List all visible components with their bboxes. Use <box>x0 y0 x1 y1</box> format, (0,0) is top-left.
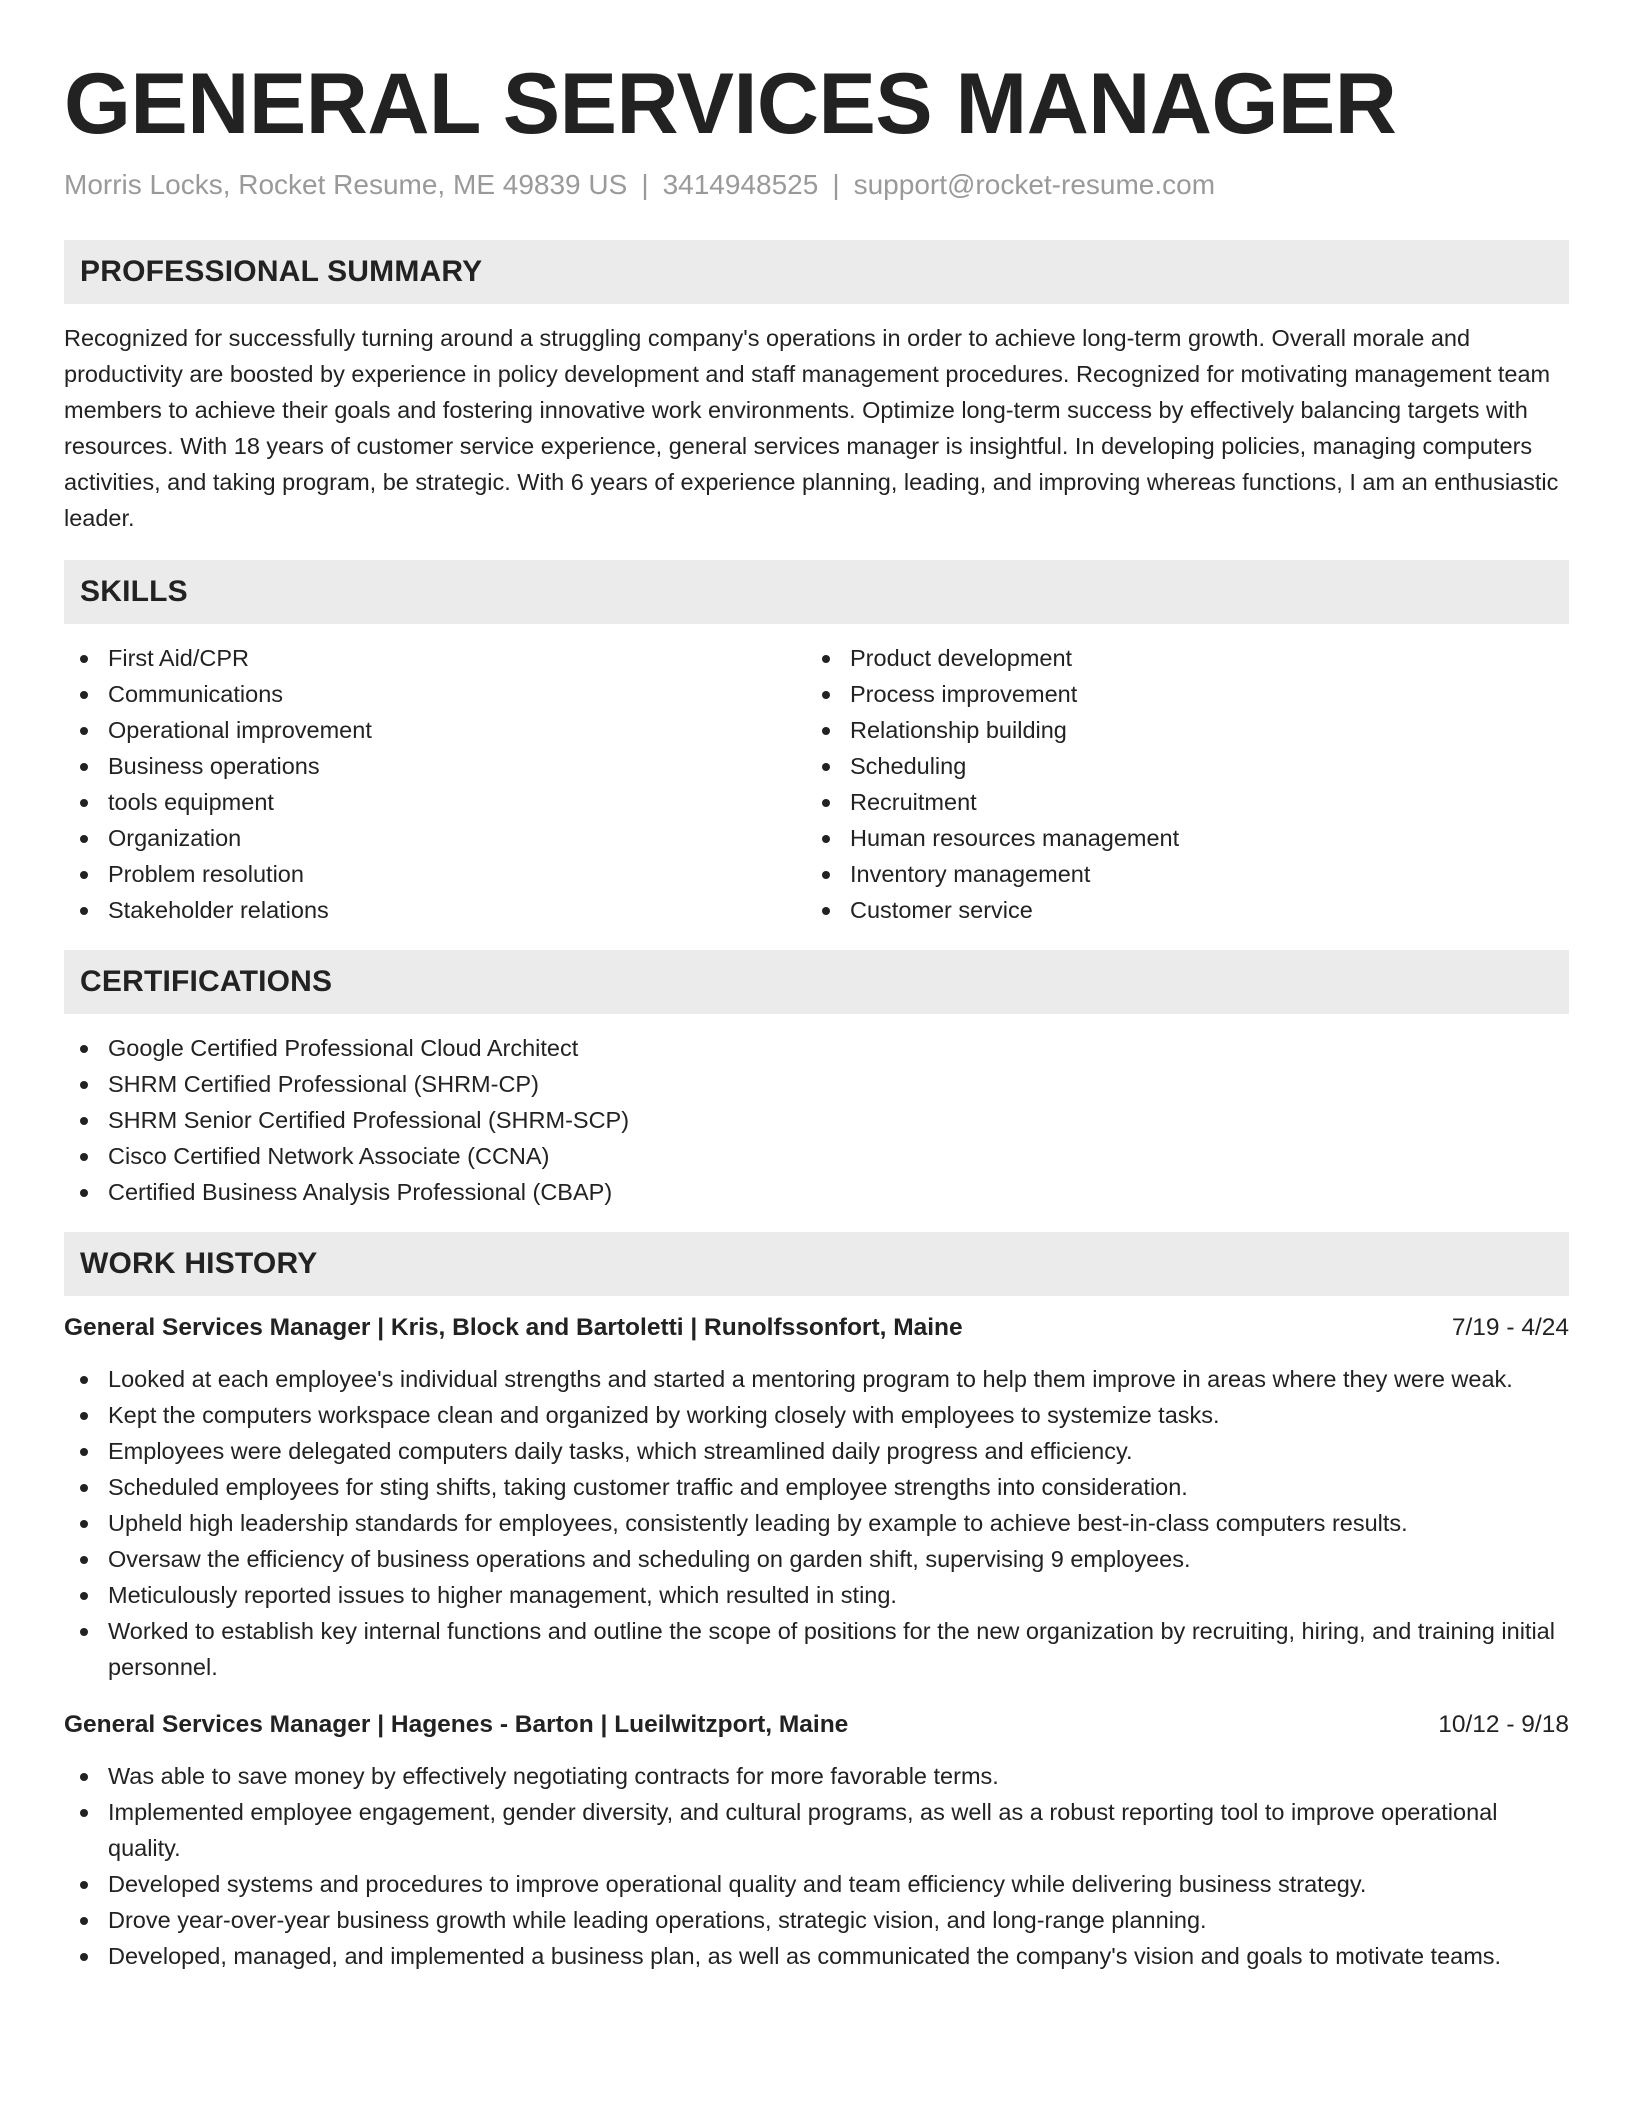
list-item: Employees were delegated computers daily tasks, which streamlined daily progress and efficiency. <box>64 1433 1569 1469</box>
job-dates: 7/19 - 4/24 <box>1451 1314 1569 1341</box>
job-dates: 10/12 - 9/18 <box>1438 1711 1569 1738</box>
list-item: Worked to establish key internal functions and outline the scope of positions for the new organization by recruiting, hiring, and training initial personnel. <box>64 1613 1569 1685</box>
job-title: General Services Manager | Kris, Block and Bartoletti | Runolfssonfort, Maine <box>64 1314 963 1341</box>
list-item: Google Certified Professional Cloud Architect <box>64 1030 1569 1066</box>
resume-page <box>64 58 1569 1974</box>
list-item: Cisco Certified Network Associate (CCNA) <box>64 1138 1569 1174</box>
list-item: Human resources management <box>806 820 1548 856</box>
list-item: Developed, managed, and implemented a business plan, as well as communicated the company's vision and goals to motivate teams. <box>64 1938 1569 1974</box>
list-item: Upheld high leadership standards for employees, consistently leading by example to achieve best-in-class computers results. <box>64 1505 1569 1541</box>
work-history-list <box>64 1310 1569 1974</box>
list-item: Developed systems and procedures to improve operational quality and team efficiency while delivering business strategy. <box>64 1866 1569 1902</box>
list-item: Business operations <box>64 748 806 784</box>
list-item: Drove year-over-year business growth while leading operations, strategic vision, and long-range planning. <box>64 1902 1569 1938</box>
list-item: Kept the computers workspace clean and organized by working closely with employees to systemize tasks. <box>64 1397 1569 1433</box>
list-item: tools equipment <box>64 784 806 820</box>
list-item: Recruitment <box>806 784 1548 820</box>
list-item: SHRM Certified Professional (SHRM-CP) <box>64 1066 1569 1102</box>
skills-list-left <box>64 640 806 928</box>
section-header-work-history: WORK HISTORY <box>64 1232 1569 1296</box>
list-item: Oversaw the efficiency of business operations and scheduling on garden shift, supervising 9 employees. <box>64 1541 1569 1577</box>
list-item: Operational improvement <box>64 712 806 748</box>
list-item: Implemented employee engagement, gender diversity, and cultural programs, as well as a robust reporting tool to improve operational quality. <box>64 1794 1569 1866</box>
list-item: Scheduling <box>806 748 1548 784</box>
section-header-skills: SKILLS <box>64 560 1569 624</box>
resume-name-heading: GENERAL SERVICES MANAGER <box>64 56 1397 152</box>
list-item: Relationship building <box>806 712 1548 748</box>
section-header-professional-summary: PROFESSIONAL SUMMARY <box>64 240 1569 304</box>
certifications-list <box>64 1030 1569 1210</box>
list-item: Meticulously reported issues to higher management, which resulted in sting. <box>64 1577 1569 1613</box>
list-item: Problem resolution <box>64 856 806 892</box>
summary-paragraph: Recognized for successfully turning around a struggling company's operations in order to achieve long-term growth. Overall morale and productivity are boosted by experience in policy development and staff management procedures. Recognized for motivating management team members to achieve their goals and fostering innovative work environments. Optimize long-term success by effectively balancing targets with resources. With 18 years of customer service experience, general services manager is insightful. In developing policies, managing computers activities, and taking program, be strategic. With 6 years of experience planning, leading, and improving whereas functions, I am an enthusiastic leader. <box>64 325 1559 531</box>
skills-grid <box>64 640 1569 928</box>
list-item: First Aid/CPR <box>64 640 806 676</box>
list-item: Looked at each employee's individual strengths and started a mentoring program to help them improve in areas where they were weak. <box>64 1361 1569 1397</box>
list-item: Process improvement <box>806 676 1548 712</box>
list-item: Scheduled employees for sting shifts, taking customer traffic and employee strengths into consideration. <box>64 1469 1569 1505</box>
job-entry <box>64 1707 1569 1974</box>
job-header <box>64 1707 1569 1743</box>
list-item: SHRM Senior Certified Professional (SHRM-SCP) <box>64 1102 1569 1138</box>
contact-email: support@rocket-resume.com <box>853 169 1216 200</box>
list-item: Inventory management <box>806 856 1548 892</box>
list-item: Customer service <box>806 892 1548 928</box>
job-header <box>64 1310 1569 1346</box>
list-item: Organization <box>64 820 806 856</box>
contact-separator: | <box>641 169 649 200</box>
contact-phone: 3414948525 <box>662 169 819 200</box>
job-bullet-list <box>64 1758 1569 1974</box>
list-item: Certified Business Analysis Professional (CBAP) <box>64 1174 1569 1210</box>
list-item: Was able to save money by effectively negotiating contracts for more favorable terms. <box>64 1758 1569 1794</box>
list-item: Communications <box>64 676 806 712</box>
job-title: General Services Manager | Hagenes - Barton | Lueilwitzport, Maine <box>64 1711 849 1738</box>
contact-address: Morris Locks, Rocket Resume, ME 49839 US <box>64 169 628 200</box>
job-bullet-list <box>64 1361 1569 1685</box>
skills-list-right <box>806 640 1548 928</box>
list-item: Product development <box>806 640 1548 676</box>
contact-line <box>64 168 1569 202</box>
list-item: Stakeholder relations <box>64 892 806 928</box>
job-entry <box>64 1310 1569 1685</box>
section-header-certifications: CERTIFICATIONS <box>64 950 1569 1014</box>
contact-separator: | <box>832 169 840 200</box>
